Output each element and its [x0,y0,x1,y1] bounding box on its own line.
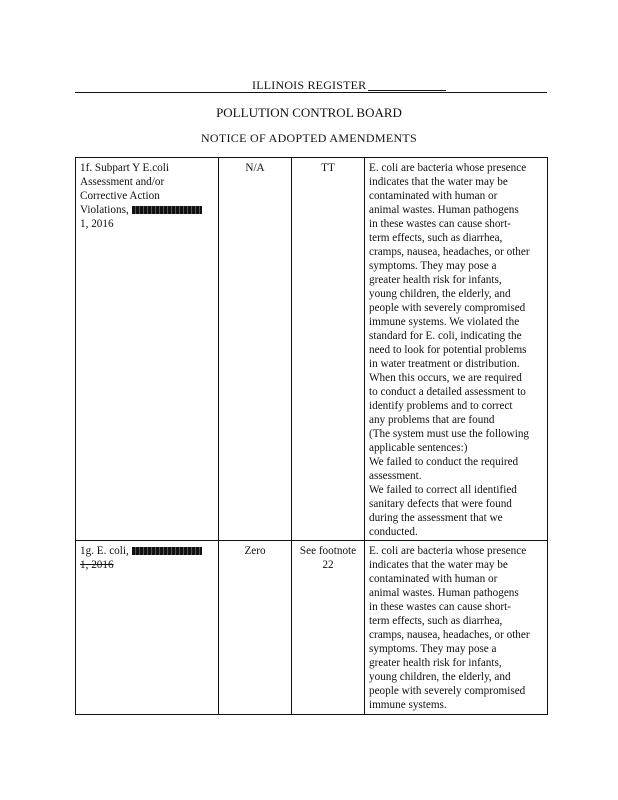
description-line: animal wastes. Human pathogens [369,587,519,599]
name-line: Violations, [80,204,129,216]
notice-title: NOTICE OF ADOPTED AMENDMENTS [200,131,418,145]
board-title: POLLUTION CONTROL BOARD [216,105,402,120]
description-line: to conduct a detailed assessment to [369,386,526,398]
contaminant-table [75,157,548,715]
contaminant-name-cell [76,541,219,715]
description-line: cramps, nausea, headaches, or other [369,246,530,258]
description-line: E. coli are bacteria whose presence [369,162,527,174]
name-line: 1g. E. coli, [80,545,129,557]
mcl-cell: Zero [219,541,292,715]
description-line: indicates that the water may be [369,176,508,188]
description-cell [365,158,548,541]
mclg-cell: TT [292,158,365,541]
description-line: immune systems. [369,699,447,711]
description-line: animal wastes. Human pathogens [369,204,519,216]
description-line: cramps, nausea, headaches, or other [369,629,530,641]
mcl-cell: N/A [219,158,292,541]
description-line: conducted. [369,526,418,538]
redacted-date-mark [132,206,202,214]
table-row [76,158,548,541]
description-line: need to look for potential problems [369,344,527,356]
description-line: any problems that are found [369,414,495,426]
description-line: young children, the elderly, and [369,671,511,683]
description-cell [365,541,548,715]
redacted-date-mark [132,547,202,555]
register-blank-line [368,90,446,91]
date-tail: 1, 2016 [80,218,114,230]
description-line: contaminated with human or [369,190,498,202]
description-line: contaminated with human or [369,573,498,585]
description-line: in these wastes can cause short- [369,218,511,230]
description-line: We failed to conduct the required [369,456,519,468]
description-line: term effects, such as diarrhea, [369,615,503,627]
contaminant-name-cell [76,158,219,541]
description-line: people with severely compromised [369,302,526,314]
description-line: during the assessment that we [369,512,503,524]
description-line: We failed to correct all identified [369,484,517,496]
description-line: standard for E. coli, indicating the [369,330,522,342]
description-line: identify problems and to correct [369,400,513,412]
name-line: Corrective Action [80,190,160,202]
description-line: in water treatment or distribution. [369,358,520,370]
register-title: ILLINOIS REGISTER [252,78,367,92]
date-tail: 1, 2016 [80,559,114,571]
description-line: term effects, such as diarrhea, [369,232,503,244]
description-line: in these wastes can cause short- [369,601,511,613]
description-line: symptoms. They may pose a [369,260,497,272]
description-line: (The system must use the following [369,428,530,440]
name-line: 1f. Subpart Y E.coli [80,162,169,174]
description-line: When this occurs, we are required [369,372,522,384]
description-line: people with severely compromised [369,685,526,697]
description-line: indicates that the water may be [369,559,508,571]
description-line: young children, the elderly, and [369,288,511,300]
description-line: applicable sentences:) [369,442,468,454]
description-line: assessment. [369,470,422,482]
description-line: E. coli are bacteria whose presence [369,545,527,557]
description-line: greater health risk for infants, [369,657,502,669]
description-line: immune systems. We violated the [369,316,520,328]
description-line: sanitary defects that were found [369,498,512,510]
name-line: Assessment and/or [80,176,165,188]
description-line: greater health risk for infants, [369,274,502,286]
header-rule [75,92,547,93]
table-row [76,541,548,715]
description-line: symptoms. They may pose a [369,643,497,655]
mclg-cell: See footnote 22 [292,541,365,715]
